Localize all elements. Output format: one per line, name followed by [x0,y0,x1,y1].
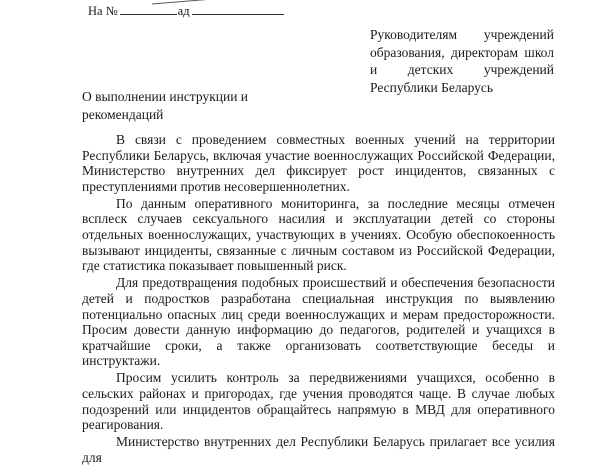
paragraph: Для предотвращения подобных происшествий и обеспечения безопасности детей и подростков разработана специальная инструкция по выявлению потенциально опасных лиц среди военнослужащих и мерам предосторожности. Просим довести данную информацию до педагогов, родителей и учащихся в кратчайшие сроки, а также организовать соответствующие беседы и инструктажи. [82,275,555,369]
date-separator: ад [177,4,190,18]
number-prefix: На № [88,4,118,18]
subject-line: О выполнении инструкции и рекомендаций [82,89,249,122]
paragraph: В связи с проведением совместных военных учений на территории Республики Беларусь, включая участие военнослужащих Российской Федерации, Министерство внутренних дел фиксирует рост инцидентов, связанных с преступлениями против несовершеннолетних. [82,132,555,194]
paragraph: По данным оперативного мониторинга, за последние месяцы отмечен всплеск случаев сексуального насилия и эксплуатации детей со стороны отдельных военнослужащих, участвующих в учениях. Особую обеспокоенность вызывают инциденты, связанные с личным составом из Российской Федерации, где статистика показывает повышенный риск. [82,195,555,274]
number-blank [120,2,177,15]
addressee-block: Руководителям учреждений образования, директорам школ и детских учреждений Республики Беларусь [370,27,554,95]
letter-body [82,132,555,467]
paragraph: Министерство внутренних дел Республики Беларусь прилагает все усилия для [82,434,555,465]
paragraph: Просим усилить контроль за передвижениями учащихся, особенно в сельских районах и пригородах, где учения проводятся чаще. В случае любых подозрений или инцидентов обращайтесь напрямую в МВД для оперативного реагирования. [82,370,555,433]
reference-number-line [88,2,284,20]
date-blank [192,2,284,15]
